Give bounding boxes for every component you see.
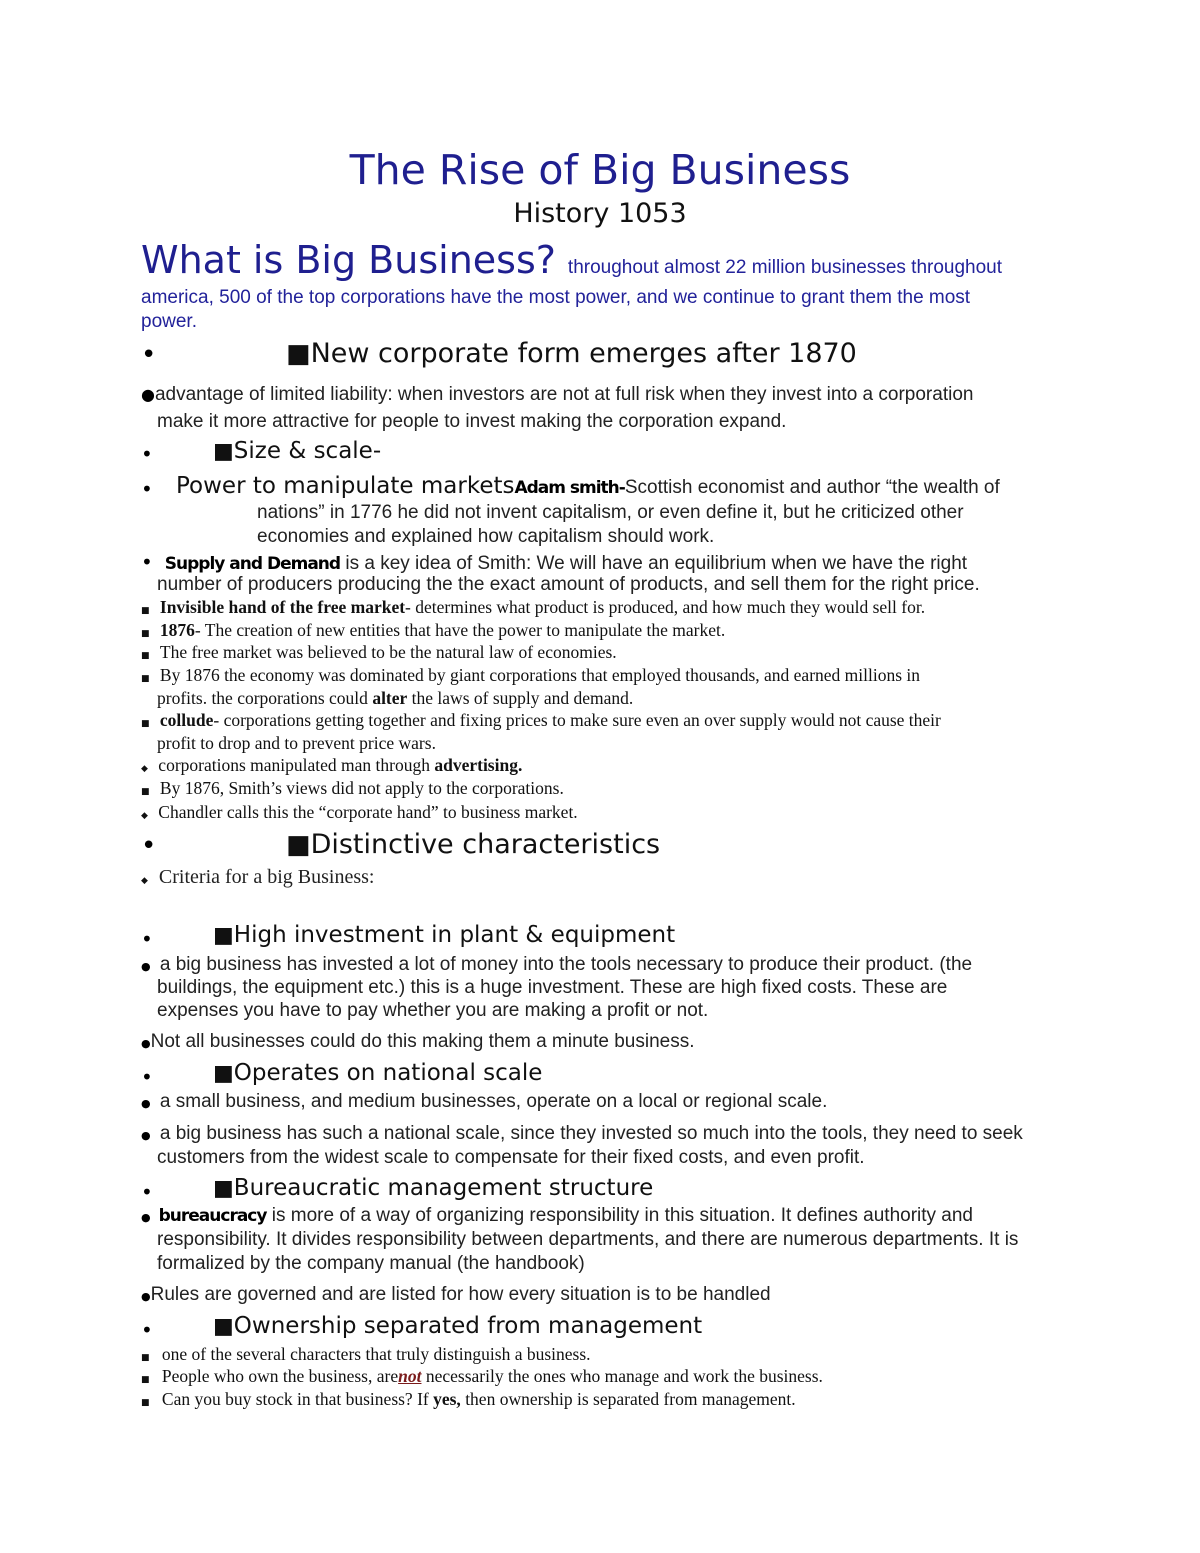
section-heading-power: Power to manipulate marketsAdam smith-Scottish economist and author “the wealth of [176,473,1000,499]
investment-p1-2: buildings, the equipment etc.) this is a huge investment. These are high fixed costs. These are [157,977,948,998]
square-bullet-icon: ■ [141,606,150,616]
section-heading-distinctive: ■Distinctive characteristics [286,829,661,860]
bullet-icon: ● [141,385,155,404]
advertising: ◆ corporations manipulated man through advertising. [141,755,523,775]
year-1876: ■ 1876- The creation of new entities that have the power to manipulate the market. [141,620,726,640]
ownership-1: ■ one of the several characters that truly distinguish a business. [141,1344,591,1364]
bullet-icon: ● [141,1097,151,1110]
square-bullet-icon: ■ [141,629,150,639]
what-is-text-1: throughout almost 22 million businesses throughout [567,257,1003,278]
investment-p1-3: expenses you have to pay whether you are making a profit or not. [157,1000,709,1021]
collude-2: profit to drop and to prevent price wars. [157,733,436,753]
square-bullet-icon: ■ [213,1061,234,1086]
section-heading-ownership: ■Ownership separated from management [213,1313,703,1339]
paragraph-limited-liability-2: make it more attractive for people to invest making the corporation expand. [157,411,787,432]
smith-text-2: nations” in 1776 he did not invent capitalism, or even define it, but he criticized other [257,502,964,523]
national-p1: ● a small business, and medium businesses, operate on a local or regional scale. [141,1091,828,1112]
what-is-heading: What is Big Business? [141,238,556,282]
investment-p1-1: ● a big business has invested a lot of money into the tools necessary to produce their product. (the [141,954,973,975]
bullet-icon: ● [141,1290,151,1303]
bullet-icon: ● [141,960,151,973]
criteria: ◆ Criteria for a big Business: [141,866,375,888]
national-p2-2: customers from the widest scale to compensate for their fixed costs, and even profit. [157,1147,865,1168]
investment-p2: ●Not all businesses could do this making them a minute business. [141,1031,695,1052]
bullet-icon: ● [141,1211,151,1224]
supply-demand-1: • Supply and Demand is a key idea of Smith: We will have an equilibrium when we have the right [141,550,968,574]
square-bullet-icon: ■ [141,651,150,661]
section-heading-new-corporate: ■New corporate form emerges after 1870 [286,338,857,369]
by-1876-1: ■ By 1876 the economy was dominated by giant corporations that employed thousands, and earned millions in [141,665,921,685]
square-bullet-icon: ■ [141,1398,150,1408]
bullet-icon: • [141,1180,153,1204]
bullet-icon: • [141,1065,153,1089]
square-bullet-icon: ■ [213,1314,234,1339]
bullet-icon: • [141,442,153,466]
bullet-icon: • [141,927,153,951]
square-bullet-icon: ■ [141,674,150,684]
square-bullet-icon: ■ [286,830,311,860]
bullet-icon: • [141,1318,153,1342]
bullet-icon: ● [141,1037,151,1050]
diamond-bullet-icon: ◆ [141,764,148,774]
diamond-bullet-icon: ◆ [141,811,148,821]
bullet-icon: • [141,831,157,861]
bureaucratic-p1-1: ● bureaucracy is more of a way of organizing responsibility in this situation. It defines authority and [141,1205,974,1226]
bullet-icon: • [141,550,153,574]
invisible-hand: ■ Invisible hand of the free market- determines what product is produced, and how much they would sell for. [141,597,926,617]
bullet-icon: ● [141,1129,151,1142]
square-bullet-icon: ■ [141,787,150,797]
diamond-bullet-icon: ◆ [141,876,148,886]
by-1876-2: profits. the corporations could alter the laws of supply and demand. [157,688,634,708]
square-bullet-icon: ■ [141,1353,150,1363]
adam-smith-label: Adam smith- [514,478,625,498]
page-subtitle: History 1053 [513,198,687,229]
square-bullet-icon: ■ [141,1375,150,1385]
section-heading-size-scale: ■Size & scale- [213,438,382,464]
paragraph-limited-liability-1: ●advantage of limited liability: when investors are not at full risk when they invest into a corporation [141,384,974,405]
supply-demand-2: number of producers producing the the exact amount of products, and sell them for the right price. [157,574,980,595]
bureaucratic-p1-3: formalized by the company manual (the handbook) [157,1253,585,1274]
ownership-3: ■ Can you buy stock in that business? If yes, then ownership is separated from management. [141,1389,796,1409]
what-is-block [141,238,1002,282]
bureaucratic-p1-2: responsibility. It divides responsibility between departments, and there are numerous departments. It is [157,1229,1019,1250]
not-emphasis: not [398,1366,422,1386]
bullet-icon: • [141,477,153,501]
section-heading-investment: ■High investment in plant & equipment [213,922,676,948]
bullet-icon: • [141,340,157,370]
square-bullet-icon: ■ [213,439,234,464]
square-bullet-icon: ■ [213,1176,234,1201]
smith-views: ■ By 1876, Smith’s views did not apply to the corporations. [141,778,564,798]
bureaucratic-p2: ●Rules are governed and are listed for how every situation is to be handled [141,1284,771,1305]
square-bullet-icon: ■ [213,923,234,948]
square-bullet-icon: ■ [141,719,150,729]
smith-text-3: economies and explained how capitalism should work. [257,526,715,547]
section-heading-bureaucratic: ■Bureaucratic management structure [213,1175,654,1201]
national-p2-1: ● a big business has such a national scale, since they invested so much into the tools, they need to seek [141,1123,1023,1144]
collude-1: ■ collude- corporations getting together and fixing prices to make sure even an over supply would not cause their [141,710,941,730]
page-title: The Rise of Big Business [349,146,851,194]
what-is-text-3: power. [141,311,197,332]
free-market: ■ The free market was believed to be the natural law of economies. [141,642,617,662]
square-bullet-icon: ■ [286,339,311,369]
ownership-2: ■ People who own the business, arenot necessarily the ones who manage and work the business. [141,1366,823,1386]
what-is-text-2: america, 500 of the top corporations have the most power, and we continue to grant them the most [141,287,971,308]
chandler: ◆ Chandler calls this the “corporate hand” to business market. [141,802,578,822]
section-heading-national: ■Operates on national scale [213,1060,543,1086]
